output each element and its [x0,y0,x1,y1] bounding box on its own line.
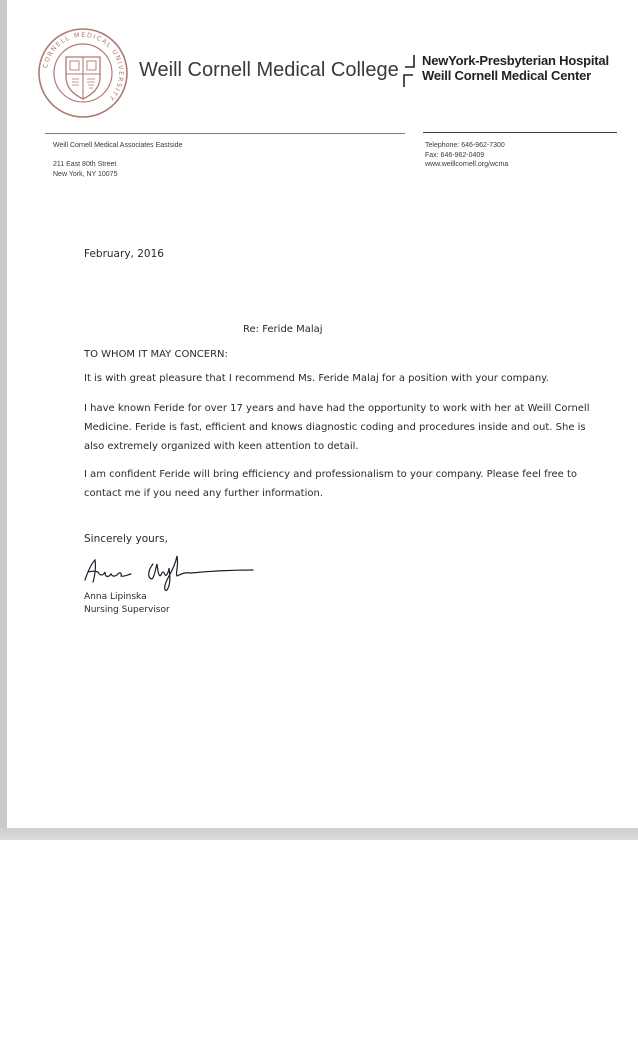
signer-block [84,591,170,617]
bracket-mark-icon [402,54,416,88]
signer-title: Nursing Supervisor [84,605,170,615]
telephone: Telephone: 646-962-7300 [425,142,505,149]
scan-margin-bottom [0,828,638,840]
sender-address [53,160,117,179]
contact-block [425,141,508,170]
hospital-name [422,53,609,83]
closing: Sincerely yours, [84,533,168,545]
college-name: Weill Cornell Medical College [139,59,399,81]
letter-page [7,0,638,828]
paragraph-1: It is with great pleasure that I recommend Ms. Feride Malaj for a position with your company. [84,373,549,384]
sender-street: 211 East 80th Street [53,161,117,168]
sender-city: New York, NY 10075 [53,170,118,178]
sender-organization: Weill Cornell Medical Associates Eastside [53,142,183,149]
salutation: TO WHOM IT MAY CONCERN: [84,349,228,360]
header-rule-right [423,132,617,133]
seal-text: CORNELL MEDICAL UNIVERSITY [41,30,126,103]
paragraph-2: I have known Feride for over 17 years and have had the opportunity to work with her at Weill Cornell Medicine. Feride is fast, efficient and knows diagnostic coding and procedures inside and out. She is also extremely organized with keen attention to detail. [84,403,590,452]
signer-name: Anna Lipinska [84,592,147,602]
website-link[interactable]: www.weillcornell.org/wcma [425,161,509,168]
university-seal-icon [37,27,129,119]
scan-margin-left [0,0,7,838]
re-line: Re: Feride Malaj [243,324,323,335]
hospital-line-1: NewYork-Presbyterian Hospital [422,53,609,68]
handwritten-signature [81,550,256,592]
header-rule-left [45,133,405,134]
letter-date: February, 2016 [84,248,164,260]
paragraph-3: I am confident Feride will bring efficiency and professionalism to your company. Please feel free to contact me if you need any further information. [84,469,578,499]
hospital-line-2: Weill Cornell Medical Center [422,68,591,83]
fax: Fax: 646-962-0409 [425,151,485,159]
